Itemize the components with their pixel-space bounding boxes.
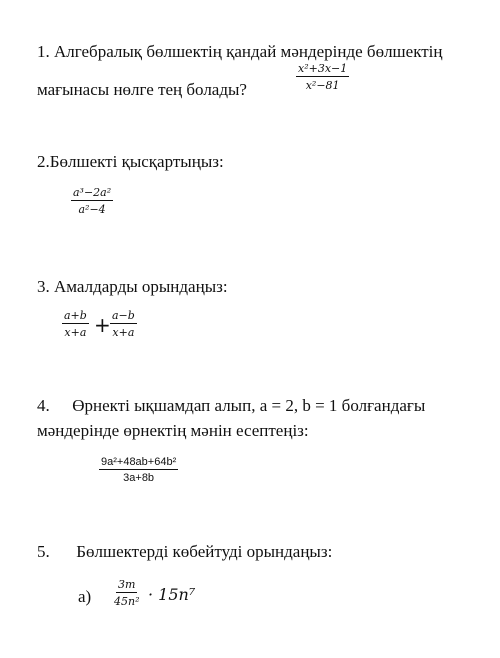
task-5-numerator: 3m [118, 578, 136, 591]
task-1-text-line2: мағынасы нөлге тең болады? [37, 80, 247, 99]
task-3-text: 3. Амалдарды орындаңыз: [37, 277, 228, 296]
task-3-fraction-right [110, 309, 137, 339]
task-1-text-line1 [37, 42, 442, 62]
task-5-denominator: 45n² [114, 595, 140, 608]
task-5-number: 5. [37, 542, 50, 561]
task-3-right-numerator: a−b [112, 309, 135, 322]
task-4-text-line2: мәндерінде өрнектің мәнін есептеңіз: [37, 421, 309, 440]
task-3-operator: + [94, 313, 111, 337]
task-3-left-denominator: x+a [64, 326, 87, 339]
task-5-fraction [114, 578, 140, 608]
task-4-fraction [99, 456, 178, 484]
task-1-number: 1. [37, 42, 50, 61]
task-1-denominator: x²−81 [305, 79, 340, 92]
task-1-numerator: x²+3x−1 [298, 62, 348, 75]
task-4-question: Өрнекті ықшамдап алып, a = 2, b = 1 болғандағы [72, 396, 426, 415]
task-4-denominator: 3a+8b [123, 472, 155, 484]
task-2-denominator: a²−4 [78, 203, 106, 216]
task-4-text-line1 [37, 396, 425, 416]
task-4-number: 4. [37, 396, 50, 415]
task-5-question: Бөлшектерді көбейтуді орындаңыз: [76, 542, 333, 561]
task-5-text-line [37, 542, 332, 562]
task-4-numerator: 9a²+48ab+64b² [101, 456, 177, 468]
task-2-fraction [71, 186, 113, 216]
task-5-multiplier: · 15n⁷ [148, 585, 196, 604]
task-3-fraction-left [62, 309, 89, 339]
task-5-item-label: а) [78, 587, 92, 606]
task-3-right-denominator: x+a [112, 326, 135, 339]
task-2-numerator: a³−2a² [73, 186, 112, 199]
task-3-left-numerator: a+b [64, 309, 87, 322]
task-1-question: Алгебралық бөлшектің қандай мәндерінде бөлшектің [54, 42, 443, 61]
task-1-fraction [296, 62, 349, 92]
task-2-text: 2.Бөлшекті қысқартыңыз: [37, 152, 224, 171]
